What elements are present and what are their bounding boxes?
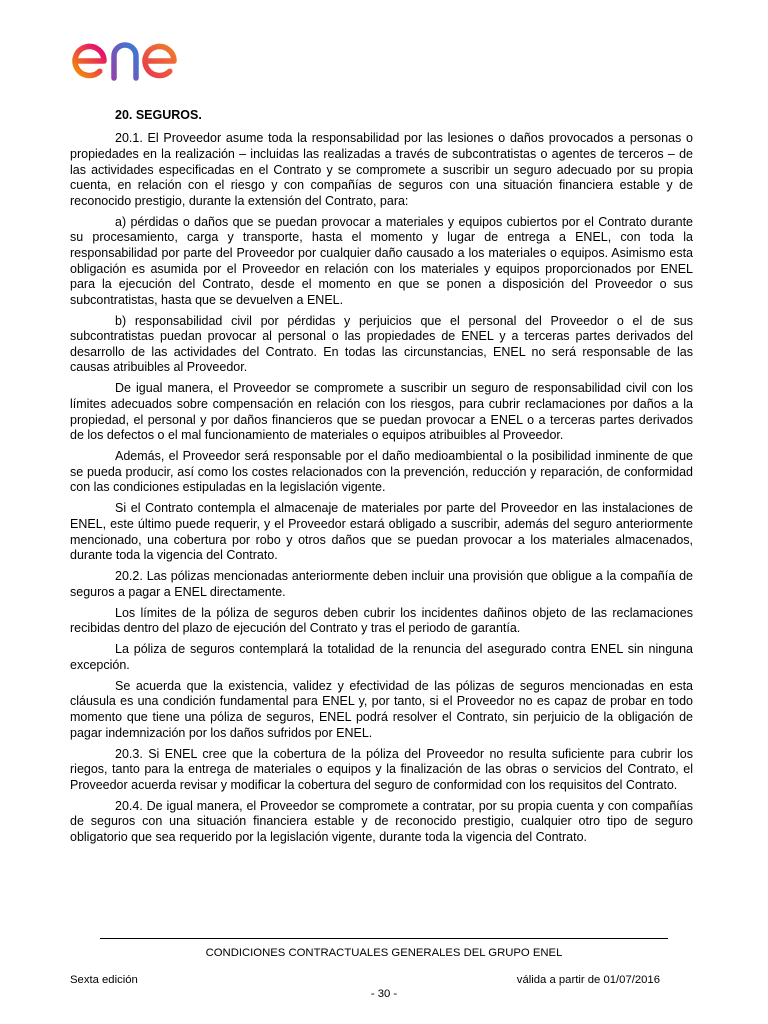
paragraph-line: Proveedor acuerda revisar y modificar la cobertura del seguro de conformidad con los requisitos del Contrato. bbox=[70, 777, 678, 792]
paragraph-line: 20.1. El Proveedor asume toda la responsabilidad por las lesiones o daños provocados a personas o bbox=[115, 131, 693, 146]
paragraph-line: excepción. bbox=[70, 657, 130, 672]
paragraph-line: riegos, tanto para la entrega de materiales o equipos y la finalización de las obras o servicios del Contrato, el bbox=[70, 762, 693, 777]
page-number: - 30 - bbox=[370, 988, 398, 1000]
paragraph-line: momento que tiene una póliza de seguros, ENEL podrá resolver el Contrato, sin perjuicio de la obligación de bbox=[70, 710, 693, 725]
paragraph-line: 20.2. Las pólizas mencionadas anteriormente deben incluir una provisión que obligue a la compañía de bbox=[115, 569, 693, 584]
validity-date: válida a partir de 01/07/2016 bbox=[516, 974, 660, 986]
paragraph-line: cuenta, en relación con el riesgo y con compañías de seguros con una situación financiera estable y de bbox=[70, 178, 693, 193]
paragraph-list bbox=[70, 131, 693, 845]
paragraph-line: propiedad, el personal y por daños financieros que se puedan provocar a ENEL o a terceras partes derivados bbox=[70, 412, 693, 427]
paragraph-line: recibidas dentro del plazo de ejecución del Contrato y tras el periodo de garantía. bbox=[70, 621, 521, 636]
paragraph-line: Si el Contrato contempla el almacenaje de materiales por parte del Proveedor en las instalaciones de bbox=[115, 501, 693, 516]
logo-letter-n bbox=[114, 45, 136, 78]
paragraph-line: durante toda la vigencia del Contrato. bbox=[70, 548, 278, 563]
paragraph-line: las actividades especificadas en el Contrato y se compromete a suscribir un seguro adecuado por su propia bbox=[70, 162, 693, 177]
paragraph bbox=[70, 799, 693, 846]
paragraph-line: para la ejecución del Contrato, desde el momento en que se ponen a disposición del Proveedor o sus bbox=[70, 277, 693, 292]
paragraph bbox=[70, 606, 693, 637]
footer-rule bbox=[100, 938, 668, 939]
paragraph-line: su procesamiento, carga y transporte, hasta el momento y lugar de entrega a ENEL, con toda la bbox=[70, 230, 693, 245]
paragraph bbox=[70, 215, 693, 309]
enel-logo bbox=[0, 0, 210, 90]
paragraph-line: pagar indemnización por los daños sufridos por ENEL. bbox=[70, 725, 373, 740]
paragraph-line: reconocido prestigio, durante la extensión del Contrato, para: bbox=[70, 193, 409, 208]
paragraph-line: Se acuerda que la existencia, validez y efectividad de las pólizas de seguros mencionadas en esta bbox=[115, 678, 693, 693]
paragraph-line: obligatorio que sea requerido por la legislación vigente, durante toda la vigencia del Contrato. bbox=[70, 830, 588, 845]
paragraph-line: 20.4. De igual manera, el Proveedor se compromete a contratar, por su propia cuenta y con compañías bbox=[115, 798, 693, 813]
paragraph-line: seguros a pagar a ENEL directamente. bbox=[70, 584, 286, 599]
paragraph-line: mencionado, una cobertura por robo y otros daños que se puedan provocar a los materiales almacenados, bbox=[70, 532, 693, 547]
edition-label: Sexta edición bbox=[70, 974, 138, 986]
paragraph-line: responsabilidad por parte del Proveedor por cualquier daño causado a los materiales o equipos. Asimismo esta bbox=[70, 245, 693, 260]
section-heading: 20. SEGUROS. bbox=[115, 108, 202, 123]
paragraph bbox=[70, 381, 693, 443]
paragraph-line: b) responsabilidad civil por pérdidas y perjuicios que el personal del Proveedor o el de sus bbox=[115, 313, 693, 328]
paragraph-line: ENEL, este último puede requerir, y el Proveedor estará obligado a suscribir, además del seguro anteriormente bbox=[70, 516, 693, 531]
paragraph-line: a) pérdidas o daños que se puedan provocar a materiales y equipos cubiertos por el Contrato durante bbox=[115, 214, 693, 229]
paragraph-line: con las condiciones estipuladas en la legislación vigente. bbox=[70, 480, 386, 495]
paragraph-line: límites adecuados sobre compensación en relación con los riesgos, para cubrir reclamaciones por daños a la bbox=[70, 397, 693, 412]
paragraph-line: desarrollo de las actividades del Contrato. En todas las circunstancias, ENEL no será responsable de las bbox=[70, 344, 693, 359]
document-body bbox=[70, 108, 693, 851]
paragraph bbox=[70, 642, 693, 673]
logo-letter-e bbox=[145, 46, 174, 75]
paragraph-line: Además, el Proveedor será responsable por el daño medioambiental o la posibilidad inminente de que bbox=[115, 449, 693, 464]
paragraph-line: subcontratistas puedan provocar al personal o las propiedades de ENEL y a terceras partes derivados del bbox=[70, 329, 693, 344]
paragraph-line: causas atribuibles al Proveedor. bbox=[70, 360, 248, 375]
paragraph bbox=[70, 747, 693, 794]
paragraph bbox=[70, 679, 693, 741]
paragraph-line: cláusula es una condición fundamental para ENEL y, por tanto, si el Proveedor no es capaz de probar en todo bbox=[70, 694, 693, 709]
paragraph bbox=[70, 569, 693, 600]
paragraph-line: obligación es asumida por el Proveedor en relación con los materiales y equipos proporcionados por ENEL bbox=[70, 261, 693, 276]
paragraph-line: de seguros con una situación financiera estable y de reconocido prestigio, cualquier otro tipo de seguro bbox=[70, 814, 693, 829]
paragraph bbox=[70, 501, 693, 563]
paragraph-line: La póliza de seguros contemplará la totalidad de la renuncia del asegurado contra ENEL sin ninguna bbox=[115, 642, 693, 657]
paragraph-line: propiedades en la realización – incluidas las realizadas a través de subcontratistas o agentes de terceros – de bbox=[70, 146, 693, 161]
paragraph-line: subcontratistas, hasta que se devuelven a ENEL. bbox=[70, 292, 344, 307]
paragraph bbox=[70, 314, 693, 376]
paragraph-line: se pueda producir, así como los costes relacionados con la prevención, reducción y reparación, de conformidad bbox=[70, 464, 693, 479]
paragraph-line: Los límites de la póliza de seguros deben cubrir los incidentes dañinos objeto de las reclamaciones bbox=[115, 605, 693, 620]
paragraph-line: de los defectos o el mal funcionamiento de materiales o equipos atribuibles al Proveedor. bbox=[70, 428, 564, 443]
paragraph bbox=[70, 131, 693, 209]
paragraph-line: 20.3. Si ENEL cree que la cobertura de la póliza del Proveedor no resulta suficiente para cubrir los bbox=[115, 746, 693, 761]
logo-letter-e bbox=[75, 46, 104, 75]
paragraph-line: De igual manera, el Proveedor se compromete a suscribir un seguro de responsabilidad civil con los bbox=[115, 381, 693, 396]
footer-title: CONDICIONES CONTRACTUALES GENERALES DEL GRUPO ENEL bbox=[205, 947, 563, 959]
paragraph bbox=[70, 449, 693, 496]
